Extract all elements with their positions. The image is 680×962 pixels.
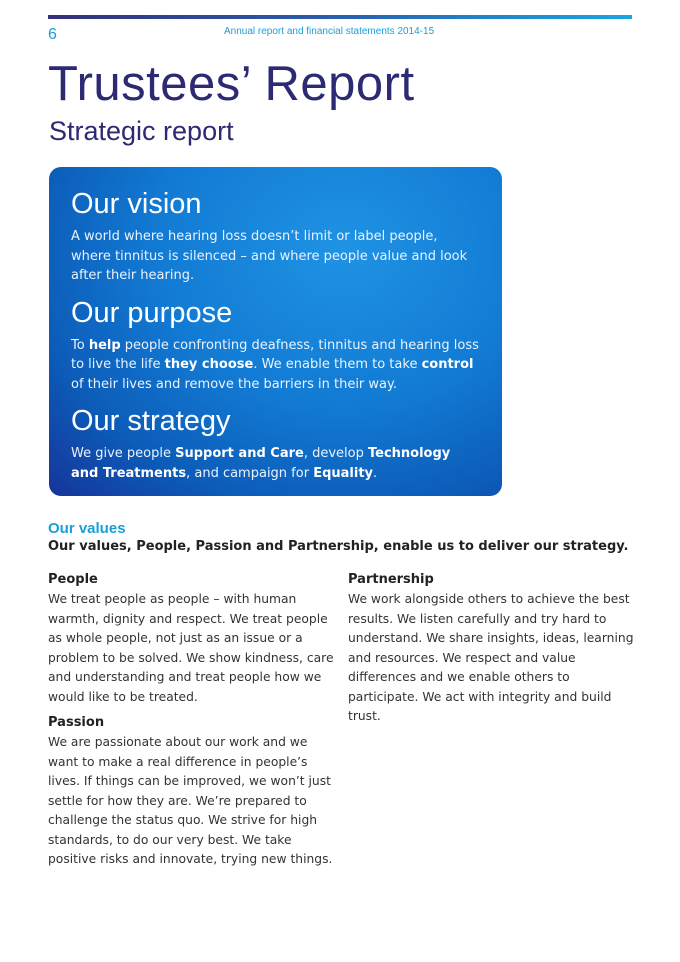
strategy-text: We give people Support and Care, develop Technology and Treatments, and campaign for Equality. xyxy=(71,446,451,481)
value-passion xyxy=(48,715,338,870)
values-heading: Our values xyxy=(48,520,126,537)
partnership-text: We work alongside others to achieve the best results. We listen carefully and try hard to understand. We share insights, ideas, learning and resources. We respect and value differences and we enable others to participate. We act with integrity and build trust. xyxy=(348,592,634,723)
passion-text: We are passionate about our work and we want to make a real difference in people’s lives. If things can be improved, we won’t just settle for how they are. We’re prepared to challenge the status quo. We strive for high standards, to do our very best. We take positive risks and innovate, trying new things. xyxy=(48,735,333,866)
page-number: 6 xyxy=(48,26,57,43)
value-people xyxy=(48,572,338,707)
values-left-column xyxy=(48,572,338,870)
purpose-heading: Our purpose xyxy=(71,296,233,329)
header-rule xyxy=(48,15,632,19)
page-subtitle: Strategic report xyxy=(49,116,234,146)
purpose-text: To help people confronting deafness, tinnitus and hearing loss to live the life they choose. We enable them to take control of their lives and remove the barriers in their way. xyxy=(71,337,479,392)
strategy-heading: Our strategy xyxy=(71,405,231,437)
page-title: Trustees’ Report xyxy=(48,57,415,111)
value-partnership xyxy=(348,572,638,727)
people-text: We treat people as people – with human warmth, dignity and respect. We treat people as whole people, not just as an issue or a problem to be solved. We show kindness, care and understanding and treat people how we would like to be treated. xyxy=(48,592,334,704)
passion-heading: Passion xyxy=(48,715,105,730)
vision-text: A world where hearing loss doesn’t limit or label people, where tinnitus is silenced – and where people value and look after their hearing. xyxy=(71,229,468,283)
running-head: Annual report and financial statements 2014-15 xyxy=(224,26,435,37)
people-heading: People xyxy=(48,572,98,587)
values-right-column xyxy=(348,572,638,727)
vision-purpose-strategy-panel xyxy=(49,167,502,496)
vision-heading: Our vision xyxy=(71,188,202,220)
values-intro: Our values, People, Passion and Partnership, enable us to deliver our strategy. xyxy=(48,539,629,554)
values-section xyxy=(48,520,632,554)
partnership-heading: Partnership xyxy=(348,572,434,587)
